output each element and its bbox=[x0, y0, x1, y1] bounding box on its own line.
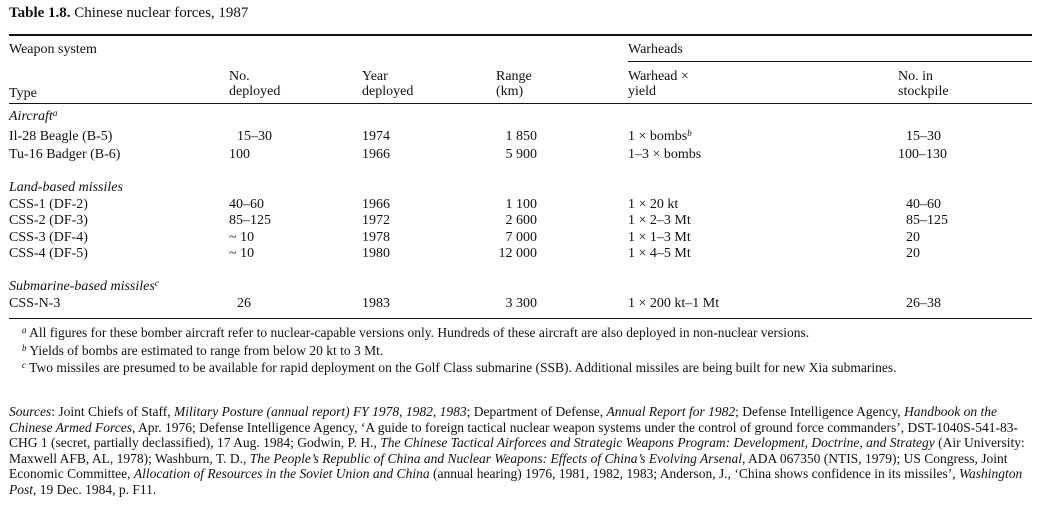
row-range: 1 100 bbox=[505, 197, 537, 212]
row-year: 1983 bbox=[362, 296, 390, 311]
sources-paragraph bbox=[9, 404, 1034, 498]
footnote-text: Yields of bombs are estimated to range from below 20 kt to 3 Mt. bbox=[29, 343, 384, 358]
sources-text: , 19 Dec. 1984, p. F11. bbox=[33, 481, 157, 497]
section-heading-aircraft bbox=[9, 109, 57, 125]
row-range: 3 300 bbox=[505, 296, 537, 311]
column-header-warhead-yield bbox=[628, 69, 689, 99]
warheads-rule bbox=[628, 61, 1032, 62]
row-warhead: 1–3 × bombs bbox=[628, 147, 702, 162]
row-warhead-text: 1 × bombs bbox=[628, 129, 688, 144]
footnote-c bbox=[9, 360, 1029, 375]
row-deployed: ~ 10 bbox=[229, 230, 255, 245]
row-warhead: 1 × 1–3 Mt bbox=[628, 230, 691, 245]
column-header-type: Type bbox=[9, 86, 37, 101]
column-header-deployed-line1: No. bbox=[229, 69, 250, 84]
row-type: CSS-4 (DF-5) bbox=[9, 246, 88, 261]
footnote-text: All figures for these bomber aircraft refer to nuclear-capable versions only. Hundreds of these aircraft are also deployed in non-nuclear versions. bbox=[29, 325, 810, 340]
row-warhead: 1 × 200 kt–1 Mt bbox=[628, 296, 720, 311]
column-header-stockpile-line2: stockpile bbox=[898, 84, 949, 99]
row-deployed: ~ 10 bbox=[229, 246, 255, 261]
sources-text: , ADA 067350 (NTIS, 1979); US Congress, Joint Economic Committee, bbox=[9, 450, 1008, 482]
row-type: CSS-2 (DF-3) bbox=[9, 213, 88, 228]
row-stockpile: 40–60 bbox=[906, 197, 941, 212]
row-deployed: 26 bbox=[237, 296, 251, 311]
column-header-stockpile-line1: No. in bbox=[898, 69, 933, 84]
sources-text: ; Department of Defense, bbox=[466, 404, 607, 419]
row-year: 1974 bbox=[362, 129, 390, 144]
row-year: 1972 bbox=[362, 213, 390, 228]
row-warhead bbox=[628, 129, 692, 144]
column-header-warhead-line1: Warhead × bbox=[628, 69, 689, 84]
group-header-warheads: Warheads bbox=[628, 42, 683, 57]
table-number: Table 1.8. bbox=[9, 5, 71, 21]
row-stockpile: 100–130 bbox=[898, 147, 947, 162]
footnote-marker: b bbox=[687, 128, 692, 138]
row-deployed: 40–60 bbox=[229, 197, 264, 212]
footnote-marker: a bbox=[52, 108, 58, 118]
column-header-warhead-line2: yield bbox=[628, 84, 656, 99]
sources-text: , Apr. 1976; Defense Intelligence Agency, ‘A guide to foreign tactical nuclear weapon systems under the control of ground force commanders’, DST-1040S-541-83-CHG 1 (secret, partially declassified), 17 Aug. 1984; Godwin, P. H., bbox=[9, 419, 1018, 451]
bottom-rule bbox=[9, 318, 1032, 319]
section-heading-submarine-based-missiles bbox=[9, 279, 159, 295]
row-range: 2 600 bbox=[505, 213, 537, 228]
footnote-a bbox=[22, 325, 1032, 340]
sources-text: (annual hearing) 1976, 1981, 1982, 1983; Anderson, J., ‘China shows confidence in its missiles’, bbox=[429, 466, 960, 482]
sources-text: (Air University: Maxwell AFB, AL, 1978); Washburn, T. D., bbox=[9, 435, 1025, 466]
row-range: 1 850 bbox=[505, 129, 537, 144]
footnote-b bbox=[22, 343, 1032, 358]
row-year: 1966 bbox=[362, 197, 390, 212]
row-year: 1966 bbox=[362, 147, 390, 162]
footnote-mark: c bbox=[22, 360, 26, 370]
row-range: 12 000 bbox=[498, 246, 537, 261]
row-type: Tu-16 Badger (B-6) bbox=[9, 147, 121, 162]
row-type: CSS-1 (DF-2) bbox=[9, 197, 88, 212]
sources-title: The People’s Republic of China and Nuclear Weapons: Effects of China’s Evolving Arsenal bbox=[249, 450, 742, 466]
column-header-year-line1: Year bbox=[362, 69, 388, 84]
column-header-deployed-line2: deployed bbox=[229, 84, 281, 99]
sources-label: Sources bbox=[9, 404, 52, 419]
column-header-range-line2: (km) bbox=[496, 84, 524, 99]
row-deployed: 100 bbox=[229, 147, 250, 162]
sources-text: ; Defense Intelligence Agency, bbox=[735, 404, 905, 419]
sources-title: Annual Report for 1982 bbox=[606, 404, 736, 419]
group-header-weapon-system: Weapon system bbox=[9, 42, 97, 57]
top-rule bbox=[9, 34, 1032, 36]
row-year: 1980 bbox=[362, 246, 390, 261]
sources-text: : Joint Chiefs of Staff, bbox=[51, 404, 174, 419]
row-warhead: 1 × 4–5 Mt bbox=[628, 246, 691, 261]
table-title bbox=[9, 5, 248, 22]
row-deployed: 85–125 bbox=[229, 213, 271, 228]
sources-title: Handbook on the Chinese Armed Forces bbox=[9, 404, 997, 435]
row-stockpile: 20 bbox=[906, 230, 920, 245]
column-header-range-line1: Range bbox=[496, 69, 532, 84]
header-rule bbox=[9, 103, 1032, 104]
column-header-range bbox=[496, 69, 532, 99]
row-warhead: 1 × 20 kt bbox=[628, 197, 679, 212]
column-header-stockpile bbox=[898, 69, 949, 99]
section-heading-land-based-missiles: Land-based missiles bbox=[9, 180, 123, 195]
row-range: 5 900 bbox=[505, 147, 537, 162]
row-stockpile: 26–38 bbox=[906, 296, 941, 311]
footnote-mark: b bbox=[22, 343, 27, 353]
section-name: Submarine-based missiles bbox=[9, 279, 155, 294]
row-year: 1978 bbox=[362, 230, 390, 245]
footnote-mark: a bbox=[22, 325, 27, 335]
row-type: CSS-3 (DF-4) bbox=[9, 230, 88, 245]
row-type: Il-28 Beagle (B-5) bbox=[9, 129, 113, 144]
column-header-year bbox=[362, 69, 413, 99]
column-header-year-line2: deployed bbox=[362, 84, 414, 99]
row-stockpile: 20 bbox=[906, 246, 920, 261]
sources-title: Military Posture (annual report) FY 1978, 1982, 1983 bbox=[174, 404, 467, 419]
sources-title: Allocation of Resources in the Soviet Union and China bbox=[133, 466, 430, 482]
section-name: Aircraft bbox=[9, 109, 53, 124]
sources-title: Washington Post bbox=[9, 466, 1023, 497]
row-deployed: 15–30 bbox=[237, 129, 272, 144]
row-range: 7 000 bbox=[505, 230, 537, 245]
column-header-deployed bbox=[229, 69, 280, 99]
row-stockpile: 85–125 bbox=[906, 213, 948, 228]
footnote-marker: c bbox=[154, 278, 159, 288]
row-type: CSS-N-3 bbox=[9, 296, 61, 311]
table-caption: Chinese nuclear forces, 1987 bbox=[74, 5, 249, 21]
sources-title: The Chinese Tactical Airforces and Strategic Weapons Program: Development, Doctrine, and Strategy bbox=[380, 435, 935, 451]
row-warhead: 1 × 2–3 Mt bbox=[628, 213, 691, 228]
row-stockpile: 15–30 bbox=[906, 129, 941, 144]
footnote-text: Two missiles are presumed to be available for rapid deployment on the Golf Class submarine (SSB). Additional missiles are being built for new Xia submarines. bbox=[29, 360, 897, 375]
